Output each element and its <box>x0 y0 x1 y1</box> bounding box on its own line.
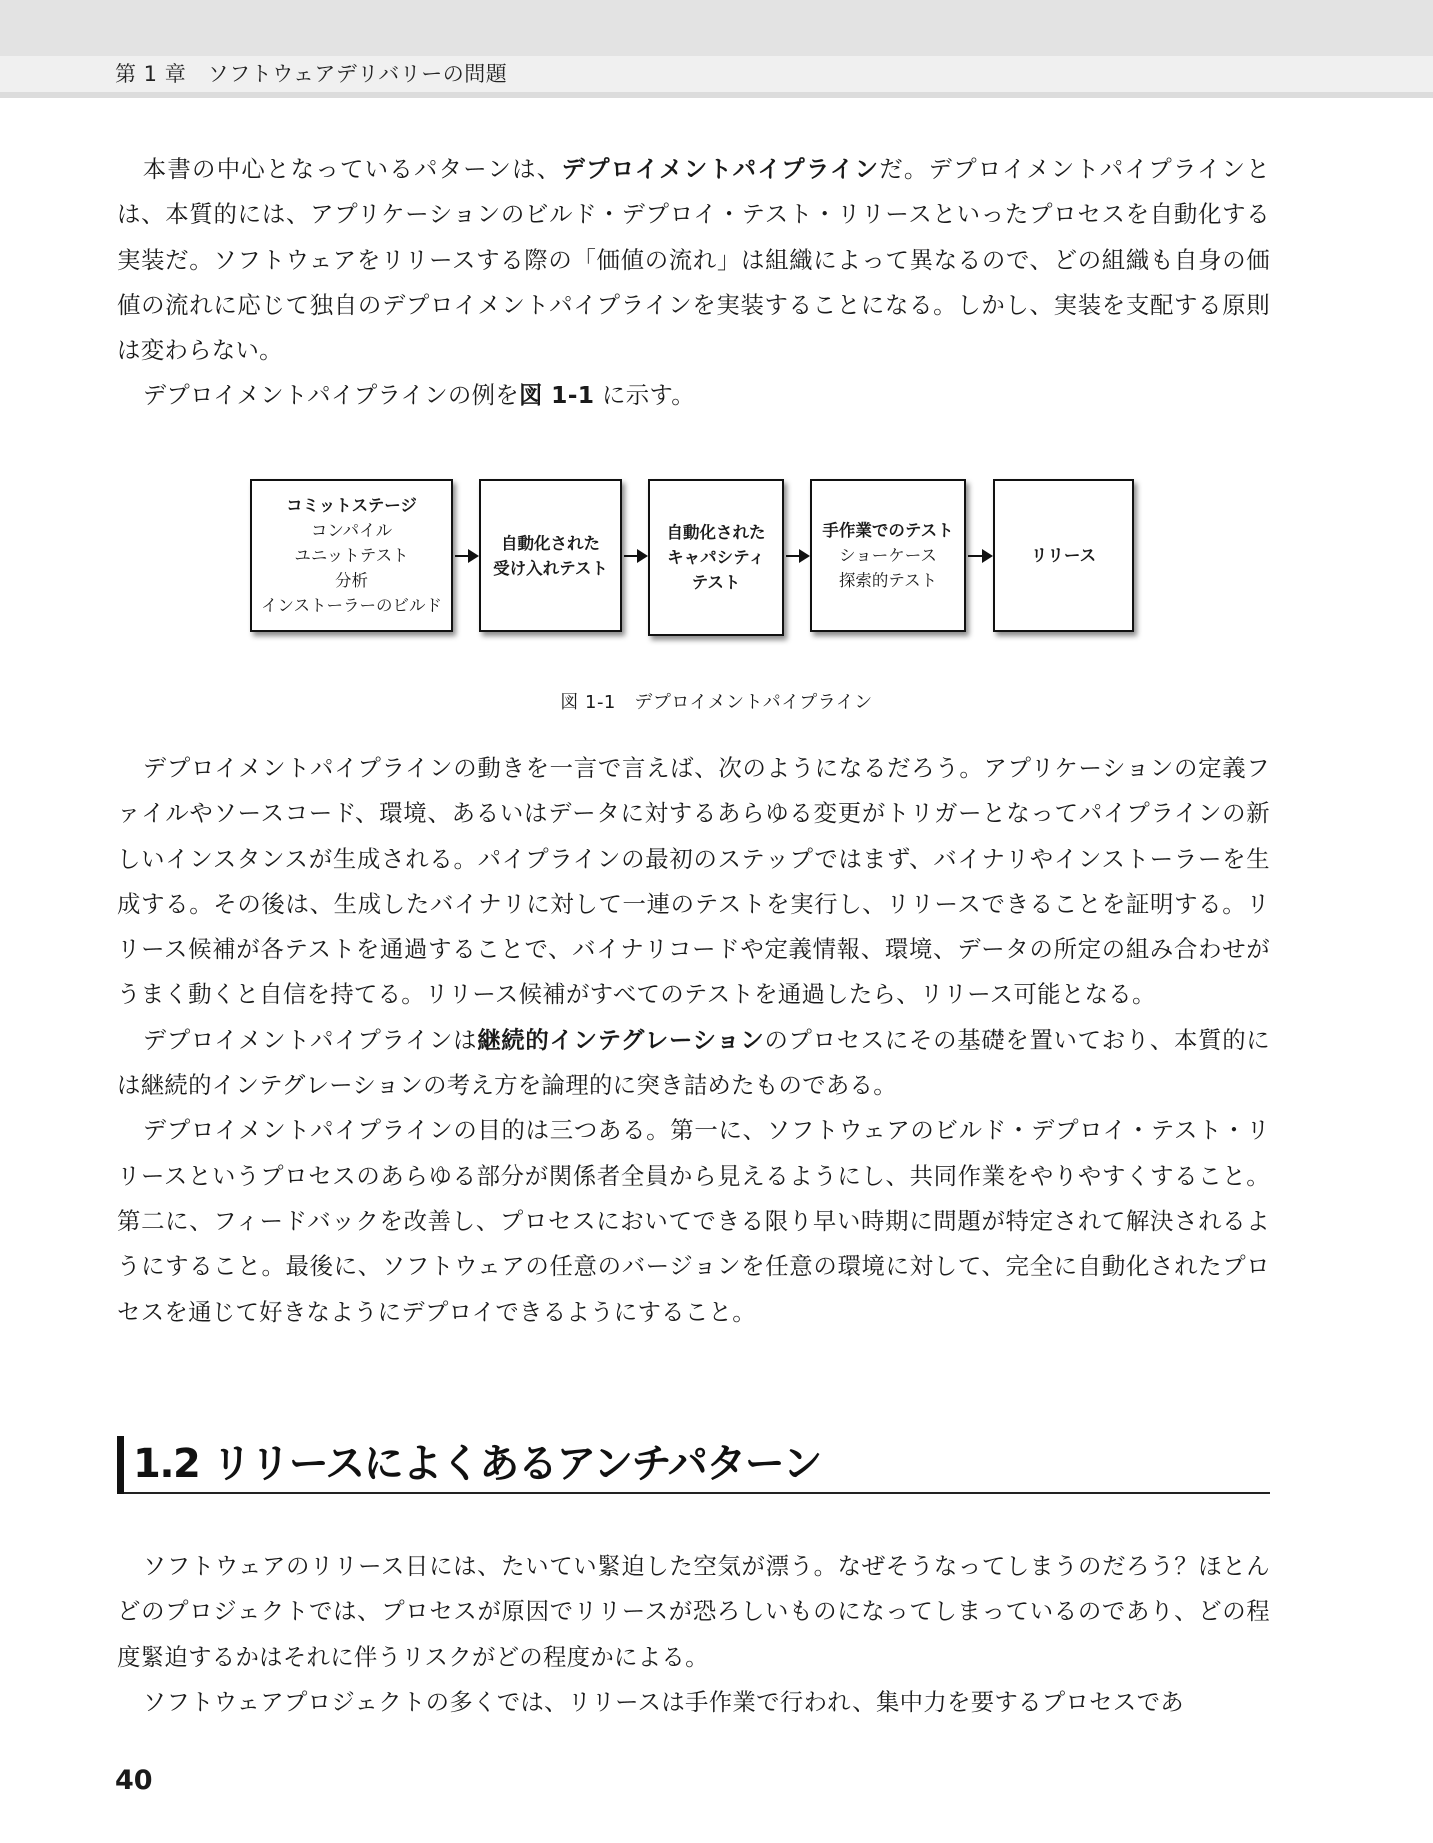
stage-commit <box>250 479 453 632</box>
stage-acceptance <box>479 479 622 632</box>
text-run: だ。デプロイメントパイプラインとは、本質的には、アプリケーションのビルド・デプロイ・テスト・リリースといったプロセスを自動化する実装だ。ソフトウェアをリリースする際の「価値の流れ」は組織によって異なるので、どの組織も自身の価値の流れに応じて独自のデプロイメントパイプラインを実装することになる。しかし、実装を支配する原則は変わらない。 <box>117 155 1270 365</box>
section-heading <box>117 1430 1270 1494</box>
stage-title: コミットステージ <box>286 496 417 515</box>
text-run: デプロイメントパイプラインは <box>142 1025 478 1054</box>
stage-title: 手作業でのテスト <box>822 521 954 540</box>
stage-title: 自動化された キャパシティ テスト <box>666 523 766 592</box>
stage-manual <box>810 479 966 632</box>
page-number: 40 <box>115 1765 153 1796</box>
arrow-icon <box>624 555 646 557</box>
section-text <box>117 1544 1270 1725</box>
arrow-icon <box>786 555 808 557</box>
arrow-icon <box>968 555 991 557</box>
stage-release <box>993 479 1134 632</box>
stage-line: ショーケース <box>839 546 937 565</box>
figure-caption: 図 1-1 デプロイメントパイプライン <box>560 692 873 713</box>
paragraph <box>117 1018 1270 1109</box>
paragraph: ソフトウェアのリリース日には、たいてい緊迫した空気が漂う。なぜそうなってしまうのだろう？ほとんどのプロジェクトでは、プロセスが原因でリリースが恐ろしいものになってしまっているのであり、どの程度緊迫するかはそれに伴うリスクがどの程度かによる。 <box>117 1552 1270 1671</box>
intro-text <box>117 147 1270 419</box>
paragraph: ソフトウェアプロジェクトの多くでは、リリースは手作業で行われ、集中力を要するプロセスであ <box>142 1687 1184 1716</box>
stage-line: コンパイル <box>310 521 393 540</box>
running-head: 第 1 章 ソフトウェアデリバリーの問題 <box>115 62 508 86</box>
stage-line: ユニットテスト <box>294 546 409 565</box>
arrow-icon <box>455 555 477 557</box>
text-run: 本書の中心となっているパターンは、 <box>142 155 562 183</box>
text-run: デプロイメントパイプラインの例を <box>142 381 519 410</box>
text-run: のプロセスにその基礎を置いており、本質的には継続的インテグレーションの考え方を論理的に突き詰めたものである。 <box>117 1025 1270 1100</box>
stage-title: リリース <box>1030 546 1097 565</box>
text-run: に示す。 <box>594 381 695 410</box>
paragraph <box>117 147 1270 373</box>
figure-reference: 図 1-1 <box>518 381 595 410</box>
paragraph <box>117 373 1270 418</box>
stage-line: 分析 <box>335 571 368 590</box>
paragraph: デプロイメントパイプラインの動きを一言で言えば、次のようになるだろう。アプリケーションの定義ファイルやソースコード、環境、あるいはデータに対するあらゆる変更がトリガーとなってパイプラインの新しいインスタンスが生成される。パイプラインの最初のステップではまず、バイナリやインストーラーを生成する。その後は、生成したバイナリに対して一連のテストを実行し、リリースできることを証明する。リリース候補が各テストを通過することで、バイナリコードや定義情報、環境、データの所定の組み合わせがうまく動くと自信を持てる。リリース候補がすべてのテストを通過したら、リリース可能となる。 <box>117 754 1270 1009</box>
section-title: 1.2 リリースによくあるアンチパターン <box>133 1441 821 1487</box>
stage-line: インストーラーのビルド <box>260 596 442 615</box>
stage-title: 自動化された 受け入れテスト <box>493 533 608 578</box>
stage-capacity <box>648 479 784 636</box>
stage-line: 探索的テスト <box>838 571 938 590</box>
top-band <box>0 0 1433 56</box>
bold-term: デプロイメントパイプライン <box>561 155 880 183</box>
bold-term: 継続的インテグレーション <box>477 1025 765 1054</box>
header-rule <box>0 92 1433 98</box>
heading-bar <box>117 1436 124 1494</box>
paragraph: デプロイメントパイプラインの目的は三つある。第一に、ソフトウェアのビルド・デプロイ・テスト・リリースというプロセスのあらゆる部分が関係者全員から見えるようにし、共同作業をやりやすくすること。第二に、フィードバックを改善し、プロセスにおいてできる限り早い時期に問題が特定されて解決されるようにすること。最後に、ソフトウェアの任意のバージョンを任意の環境に対して、完全に自動化されたプロセスを通じて好きなようにデプロイできるようにすること。 <box>117 1116 1270 1326</box>
body-text <box>117 746 1270 1335</box>
